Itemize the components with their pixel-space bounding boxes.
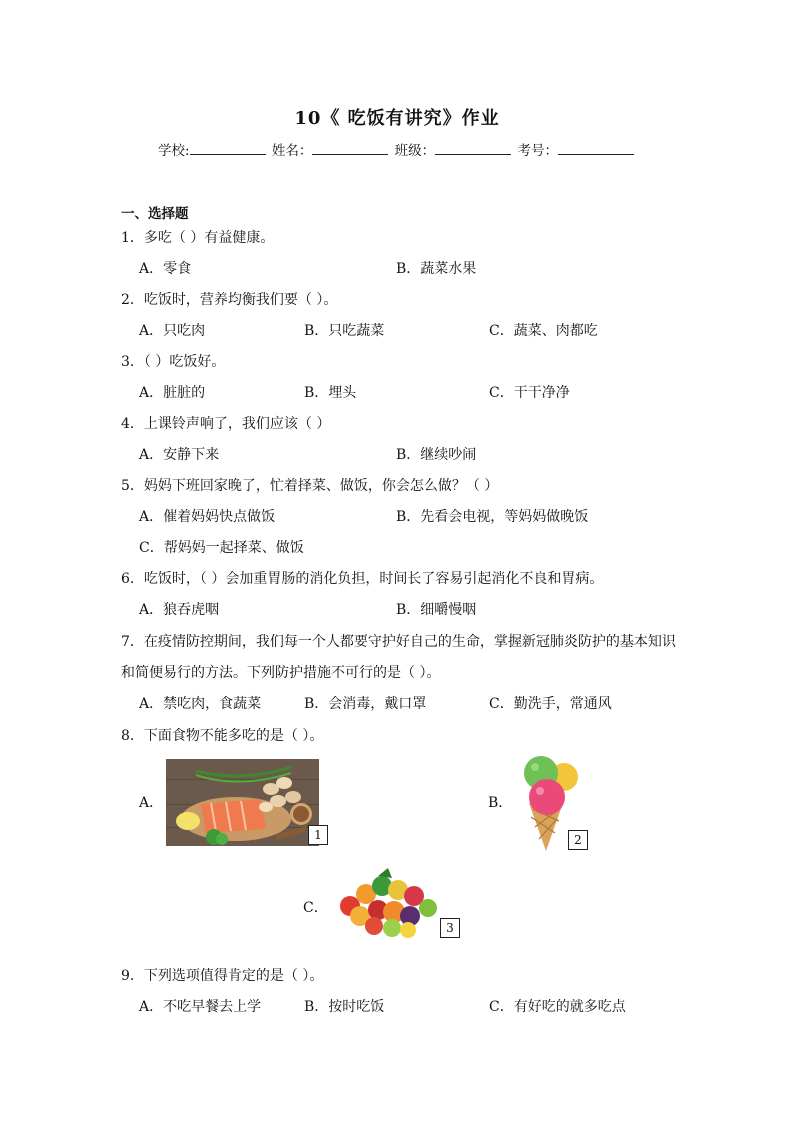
name-label: 姓名： (271, 143, 313, 159)
q3-option-c[interactable]: C．干干净净 (489, 385, 570, 401)
school-label: 学校: (158, 143, 190, 159)
q5-option-b[interactable]: B．先看会电视，等妈妈做晚饭 (396, 509, 589, 525)
class-label: 班级： (394, 143, 436, 159)
school-blank[interactable] (190, 140, 266, 155)
q7-option-c[interactable]: C．勤洗手，常通风 (489, 696, 612, 712)
q8-option-a-label[interactable]: A． (139, 795, 164, 811)
q3-option-b[interactable]: B．埋头 (304, 385, 357, 401)
class-blank[interactable] (435, 140, 511, 155)
image-number-1: 1 (308, 825, 328, 845)
question-2: 2．吃饭时，营养均衡我们要（ ）。 (121, 292, 338, 308)
exam-no-label: 考号： (517, 143, 558, 159)
section-heading: 一、选择题 (121, 206, 189, 222)
question-7-line-2: 和简便易行的方法。下列防护措施不可行的是（ ）。 (121, 665, 441, 681)
q5-option-c[interactable]: C．帮妈妈一起择菜、做饭 (139, 540, 304, 556)
question-7: 7．在疫情防控期间，我们每一个人都要守护好自己的生命，掌握新冠肺炎防护的基本知识 (121, 634, 676, 650)
q8-option-b-label[interactable]: B． (488, 795, 513, 811)
q2-option-c[interactable]: C．蔬菜、肉都吃 (489, 323, 598, 339)
question-9: 9．下列选项值得肯定的是（ ）。 (121, 968, 324, 984)
q2-option-b[interactable]: B．只吃蔬菜 (304, 323, 385, 339)
image-number-2: 2 (568, 830, 588, 850)
student-info-row (0, 139, 794, 159)
question-1: 1．多吃（ ）有益健康。 (121, 230, 275, 246)
salmon-eggs-image[interactable] (166, 759, 319, 846)
question-4: 4．上课铃声响了，我们应该（ ） (121, 416, 331, 432)
question-8: 8．下面食物不能多吃的是（ ）。 (121, 728, 324, 744)
question-3: 3．（ ）吃饭好。 (121, 354, 226, 370)
q7-option-b[interactable]: B．会消毒，戴口罩 (304, 696, 427, 712)
q5-option-a[interactable]: A．催着妈妈快点做饭 (139, 509, 276, 525)
q6-option-a[interactable]: A．狼吞虎咽 (139, 602, 220, 618)
page-title: 10《 吃饭有讲究》作业 (294, 108, 500, 129)
q4-option-a[interactable]: A．安静下来 (139, 447, 220, 463)
fruit-vegetables-image[interactable] (330, 866, 445, 938)
image-number-3: 3 (440, 918, 460, 938)
q1-option-a[interactable]: A．零食 (139, 261, 192, 277)
q1-option-b[interactable]: B．蔬菜水果 (396, 261, 477, 277)
q6-option-b[interactable]: B．细嚼慢咽 (396, 602, 477, 618)
exam-no-blank[interactable] (558, 140, 634, 155)
q7-option-a[interactable]: A．禁吃肉，食蔬菜 (139, 696, 262, 712)
question-6: 6．吃饭时，（ ）会加重胃肠的消化负担，时间长了容易引起消化不良和胃病。 (121, 571, 604, 587)
name-blank[interactable] (312, 140, 388, 155)
question-5: 5．妈妈下班回家晚了，忙着择菜、做饭，你会怎么做？（ ） (121, 478, 499, 494)
q4-option-b[interactable]: B．继续吵闹 (396, 447, 477, 463)
q9-option-a[interactable]: A．不吃早餐去上学 (139, 999, 262, 1015)
q9-option-c[interactable]: C．有好吃的就多吃点 (489, 999, 626, 1015)
q2-option-a[interactable]: A．只吃肉 (139, 323, 206, 339)
q3-option-a[interactable]: A．脏脏的 (139, 385, 206, 401)
q9-option-b[interactable]: B．按时吃饭 (304, 999, 385, 1015)
q8-option-c-label[interactable]: C． (303, 900, 328, 916)
